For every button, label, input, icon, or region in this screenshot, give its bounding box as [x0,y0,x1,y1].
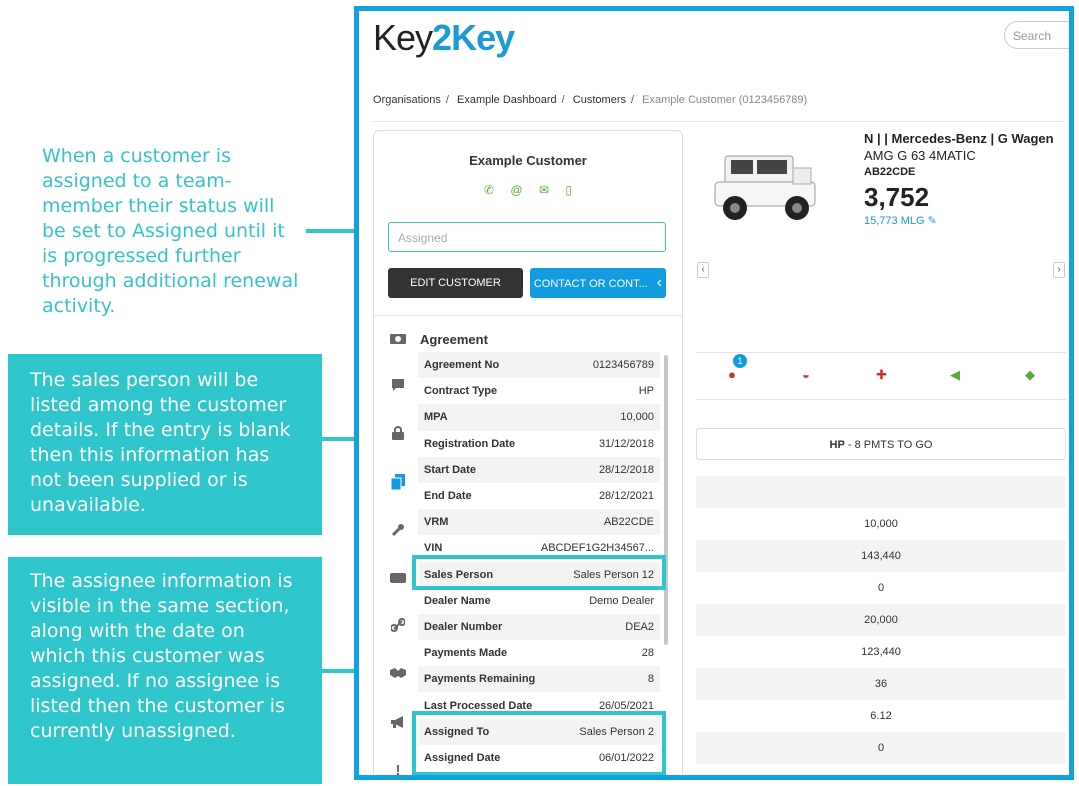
search-input[interactable]: Search [1004,21,1074,49]
money-icon[interactable] [390,333,406,349]
lock-icon[interactable] [390,426,406,442]
vehicle-title: N | | Mercedes-Benz | G Wagen [864,131,1054,146]
breadcrumb-dashboard[interactable]: Example Dashboard [457,94,557,106]
agreement-row: Start Date 28/12/2018 [418,457,660,483]
finance-summary: HP - 8 PMTS TO GO [696,428,1066,460]
vehicle-image [711,144,821,228]
sales-person-annotation: The sales person will be listed among the customer details. If the entry is blank then this information has not been supplied or is unavailable. [8,354,322,535]
agreement-row: Contract Type HP [424,385,654,398]
agreement-row: VIN ABCDEF1G2H34567... [424,542,654,555]
vehicle-mileage: 15,773 MLG ✎ [864,215,937,227]
mobile-icon[interactable]: ▯ [565,183,572,197]
mail-icon[interactable]: ✉ [538,183,550,197]
status-icon-bar [696,361,1066,391]
finance-value: 123,440 [861,646,901,658]
exclamation-icon[interactable]: ! [395,762,401,779]
breadcrumb-current: Example Customer (0123456789) [642,94,808,106]
agreement-title: Agreement [420,332,488,347]
comment-icon[interactable] [390,378,406,394]
divider [696,352,1066,353]
alert-icon[interactable]: ● [728,367,736,382]
carousel-prev-button[interactable]: ‹ [697,262,709,278]
finance-value: 0 [696,732,1066,764]
agreement-row: VRM AB22CDE [418,509,660,535]
at-icon[interactable]: @ [510,183,523,197]
assignee-annotation: The assignee information is visible in the same section, along with the date on which this customer was assigned. If no assignee is listed then the customer is currently unassigned. [8,557,322,784]
agreement-row: End Date 28/12/2021 [424,490,654,503]
finance-value: 6.12 [870,710,892,722]
customer-name: Example Customer [469,153,587,168]
assigned-date-row: Assigned Date 06/01/2022 [424,751,654,764]
agreement-row: Registration Date 31/12/2018 [424,437,654,450]
divider [374,315,682,316]
documents-icon[interactable] [390,474,406,490]
status-field[interactable]: Assigned [388,222,666,252]
assigned-to-row: Assigned To Sales Person 2 [418,719,660,745]
wrench-icon[interactable]: ✚ [876,367,887,382]
agreement-row: Last Processed Date 26/05/2021 [424,699,654,712]
contact-icons [484,183,572,197]
customer-card [373,130,683,780]
key2key-logo[interactable]: Key2Key [373,17,515,58]
wrench-icon[interactable] [390,523,406,539]
agreement-row: Dealer Number DEA2 [418,614,660,640]
assignee-highlight [412,711,666,776]
sales-person-highlight [412,555,666,590]
dashboard-icon[interactable] [390,571,406,587]
carousel-next-button[interactable]: › [1053,262,1065,278]
phone-icon[interactable]: ✆ [484,183,495,197]
chevron-left-icon: ‹ [656,274,663,291]
finance-value: 10,000 [864,518,898,530]
sales-person-row: Sales Person Sales Person 12 [418,562,660,588]
edit-customer-button[interactable]: EDIT CUSTOMER [388,268,523,298]
megaphone-icon[interactable] [390,715,406,731]
speedometer-icon[interactable]: ◒ [802,367,810,382]
agreement-row: Payments Made 28 [424,647,654,660]
scrollbar[interactable] [664,355,668,645]
link-icon[interactable] [390,618,406,634]
breadcrumb-customers[interactable]: Customers [572,94,626,106]
agreement-row: Agreement No 0123456789 [418,352,660,378]
pencil-icon[interactable]: ✎ [927,215,937,227]
finance-value [696,476,1066,508]
finance-value: 0 [877,582,885,594]
breadcrumb-organisations[interactable]: Organisations [373,94,441,106]
vehicle-model: AMG G 63 4MATIC [864,148,976,163]
contact-button[interactable]: CONTACT OR CONT... ‹ [530,268,666,298]
app-screenshot-frame [354,6,1074,780]
agreement-row: MPA 10,000 [418,404,660,430]
finance-value: 36 [696,668,1066,700]
finance-values [696,476,1066,764]
finance-value: 143,440 [696,540,1066,572]
megaphone-icon[interactable]: ◀ [950,367,960,382]
vehicle-price: 3,752 [864,182,930,212]
status-annotation: When a customer is assigned to a team-member their status will be set to Assigned until it is progressed further through additional renewal activity. [42,145,299,317]
breadcrumb: Organisations / Example Dashboard / Customers / Example Customer (0123456789) [373,94,808,106]
finance-value: 20,000 [696,604,1066,636]
vehicle-reg: AB22CDE [864,166,916,178]
handshake-icon[interactable] [390,667,406,683]
divider [373,121,1063,122]
divider [696,399,1066,400]
alert-count-badge: 1 [733,354,747,368]
agreement-row: Payments Remaining 8 [418,666,660,692]
handshake-icon[interactable]: ◆ [1025,367,1035,382]
agreement-row: Dealer Name Demo Dealer [424,594,654,607]
